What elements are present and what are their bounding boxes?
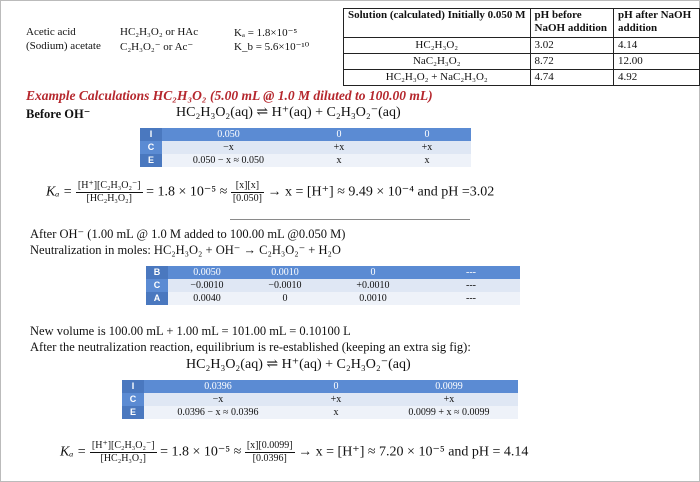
ice-cell: +x: [292, 393, 380, 406]
ice-cell: x: [295, 154, 383, 167]
ph-row-before: 3.02: [530, 38, 614, 54]
ka-approx-fraction: $\frac{[x][x]}{[0.050]}$: [232, 180, 262, 204]
ice-row-label: E: [140, 154, 162, 167]
ka-expression-1: [46, 180, 494, 205]
ph-row-before: 4.74: [530, 70, 614, 86]
bca-table: [146, 266, 520, 305]
ph-row-after: 4.92: [614, 70, 700, 86]
ph-row-solution: HC₂H₃O₂: [344, 38, 531, 54]
bca-cell: +0.0010: [324, 279, 422, 292]
ice-cell: 0.050 − x ≈ 0.050: [162, 154, 295, 167]
ka-result: → x = [H⁺] ≈ 7.20 × 10⁻⁵ and pH = 4.14: [298, 444, 529, 460]
after-oh-label: After OH⁻ (1.00 mL @ 1.0 M added to 100.00 mL @0.050 M): [30, 227, 346, 241]
acetate-formula: C₂H₃O₂⁻ or Ac⁻: [120, 41, 194, 53]
ice-cell: 0.050: [162, 128, 295, 141]
ice-row-label: E: [122, 406, 144, 419]
ice-row-label: I: [140, 128, 162, 141]
ice-cell: 0: [383, 128, 471, 141]
bca-row-label: A: [146, 292, 168, 305]
ph-row-solution: NaC₂H₃O₂: [344, 54, 531, 70]
bca-cell: ---: [422, 279, 520, 292]
ice-cell: 0.0396 − x ≈ 0.0396: [144, 406, 292, 419]
ph-row-solution: HC₂H₃O₂ + NaC₂H₃O₂: [344, 70, 531, 86]
bca-cell: −0.0010: [246, 279, 324, 292]
bca-cell: ---: [422, 292, 520, 305]
bca-cell: 0.0040: [168, 292, 246, 305]
bca-cell: 0.0010: [324, 292, 422, 305]
bca-cell: 0.0010: [246, 266, 324, 279]
ph-header-solution: Solution (calculated) Initially 0.050 M: [344, 9, 531, 38]
bca-cell: ---: [422, 266, 520, 279]
ka-result: → x = [H⁺] ≈ 9.49 × 10⁻⁴ and pH =3.02: [267, 184, 495, 200]
reestablished-text: After the neutralization reaction, equilibrium is re-established (keeping an extra sig fig):: [30, 340, 471, 354]
ice-cell: +x: [383, 141, 471, 154]
ice-cell: 0: [295, 128, 383, 141]
ka-lhs: Kₐ =: [46, 184, 73, 200]
ice-cell: 0.0099: [380, 380, 518, 393]
ice-cell: x: [292, 406, 380, 419]
ice-cell: 0.0099 + x ≈ 0.0099: [380, 406, 518, 419]
ice-cell: 0.0396: [144, 380, 292, 393]
ka-mid: = 1.8 × 10⁻⁵ ≈: [146, 184, 228, 200]
reaction-equation-2: HC₂H₃O₂(aq) ⇌ H⁺(aq) + C₂H₃O₂⁻(aq): [186, 357, 411, 372]
neutralization-equation: Neutralization in moles: HC₂H₃O₂ + OH⁻ → C₂H₃O₂⁻ + H₂O: [30, 243, 341, 257]
kb-constant: K_b = 5.6×10⁻¹⁰: [234, 41, 310, 53]
ice-cell: +x: [380, 393, 518, 406]
divider: [230, 219, 470, 220]
ice-row-label: I: [122, 380, 144, 393]
ice-cell: +x: [295, 141, 383, 154]
new-volume-text: New volume is 100.00 mL + 1.00 mL = 101.00 mL = 0.10100 L: [30, 324, 351, 338]
ice-cell: −x: [144, 393, 292, 406]
ice-row-label: C: [122, 393, 144, 406]
ice-cell: x: [383, 154, 471, 167]
bca-row-label: C: [146, 279, 168, 292]
acetic-acid-formula: HC₂H₃O₂ or HAc: [120, 26, 199, 38]
before-oh-label: Before OH⁻: [26, 107, 91, 121]
ka-fraction: $\frac{\text{[H⁺][C₂H₃O₂⁻]}}{\text{[HC₂H₃O₂]}}$: [91, 440, 155, 464]
ka-constant: Kₐ = 1.8×10⁻⁵: [234, 27, 298, 39]
bca-row-label: B: [146, 266, 168, 279]
ka-fraction: $\frac{\text{[H⁺][C₂H₃O₂⁻]}}{\text{[HC₂H₃O₂]}}$: [77, 180, 141, 204]
ice-table-1: [140, 128, 471, 167]
ice-cell: 0: [292, 380, 380, 393]
ka-lhs: Kₐ =: [60, 444, 87, 460]
reaction-equation-1: HC₂H₃O₂(aq) ⇌ H⁺(aq) + C₂H₃O₂⁻(aq): [176, 105, 401, 120]
example-title: Example Calculations HC₂H₃O₂ (5.00 mL @ 1.0 M diluted to 100.00 mL): [26, 88, 433, 103]
ice-cell: −x: [162, 141, 295, 154]
bca-cell: 0: [246, 292, 324, 305]
ph-header-after: pH after NaOH addition: [614, 9, 700, 38]
acetate-label: (Sodium) acetate: [26, 40, 101, 52]
ph-table: [343, 8, 700, 86]
ice-row-label: C: [140, 141, 162, 154]
ph-row-before: 8.72: [530, 54, 614, 70]
ice-table-2: [122, 380, 518, 419]
bca-cell: 0.0050: [168, 266, 246, 279]
bca-cell: −0.0010: [168, 279, 246, 292]
ph-header-before: pH before NaOH addition: [530, 9, 614, 38]
ph-row-after: 12.00: [614, 54, 700, 70]
ph-row-after: 4.14: [614, 38, 700, 54]
ka-expression-2: [60, 440, 528, 465]
ka-mid: = 1.8 × 10⁻⁵ ≈: [160, 444, 242, 460]
acetic-acid-label: Acetic acid: [26, 26, 76, 38]
ka-approx-fraction: $\frac{[x][0.0099]}{[0.0396]}$: [246, 440, 293, 464]
bca-cell: 0: [324, 266, 422, 279]
